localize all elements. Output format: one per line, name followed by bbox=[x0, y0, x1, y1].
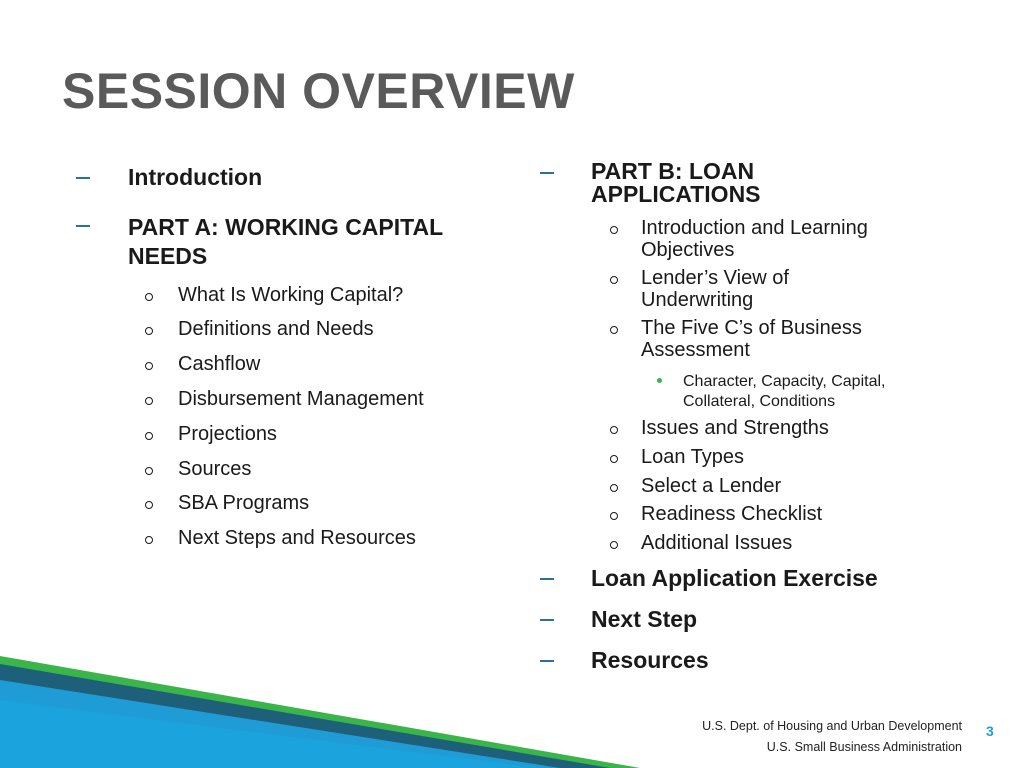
sub-item bbox=[610, 532, 792, 554]
circle-bullet-icon bbox=[145, 397, 153, 405]
bullet-label: PART A: WORKING CAPITAL NEEDS bbox=[128, 214, 443, 269]
sub-item-label: Projections bbox=[178, 423, 277, 445]
sub-item bbox=[145, 353, 260, 375]
sub-sub-item-label: Character, Capacity, Capital, Collateral, Conditions bbox=[683, 373, 886, 410]
circle-bullet-icon bbox=[610, 326, 618, 334]
sub-item-label: Sources bbox=[178, 458, 252, 480]
circle-bullet-icon bbox=[610, 226, 618, 234]
sub-item-label: Definitions and Needs bbox=[178, 318, 374, 340]
circle-bullet-icon bbox=[145, 362, 153, 370]
sub-item-label: Readiness Checklist bbox=[641, 503, 823, 525]
sub-item bbox=[610, 446, 744, 468]
sub-item bbox=[145, 458, 251, 480]
sub-item bbox=[610, 317, 911, 361]
bullet-label: PART B: LOAN APPLICATIONS bbox=[591, 158, 761, 207]
circle-bullet-icon bbox=[145, 432, 153, 440]
sub-item-label: Select a Lender bbox=[641, 475, 782, 497]
bullet-next-step bbox=[540, 607, 697, 632]
dash-bullet-icon bbox=[540, 619, 554, 621]
dot-bullet-icon bbox=[657, 378, 662, 383]
sub-item bbox=[145, 527, 416, 549]
slide-title: SESSION OVERVIEW bbox=[62, 63, 575, 119]
sub-item-label: The Five C’s of Business Assessment bbox=[641, 317, 862, 361]
dash-bullet-icon bbox=[540, 660, 554, 662]
sub-item bbox=[610, 417, 829, 439]
bullet-label: Next Step bbox=[591, 606, 698, 632]
circle-bullet-icon bbox=[145, 467, 153, 475]
bullet-label: Loan Application Exercise bbox=[591, 565, 878, 591]
footer-line-hud: U.S. Dept. of Housing and Urban Development bbox=[702, 719, 962, 733]
sub-item-label: Cashflow bbox=[178, 353, 261, 375]
dash-bullet-icon bbox=[76, 225, 90, 227]
circle-bullet-icon bbox=[145, 536, 153, 544]
dash-bullet-icon bbox=[540, 578, 554, 580]
sub-item-label: Disbursement Management bbox=[178, 388, 424, 410]
bullet-label: Resources bbox=[591, 647, 709, 673]
sub-item bbox=[145, 492, 309, 514]
circle-bullet-icon bbox=[610, 512, 618, 520]
circle-bullet-icon bbox=[610, 484, 618, 492]
sub-item-label: SBA Programs bbox=[178, 492, 310, 514]
sub-item-label: Additional Issues bbox=[641, 532, 793, 554]
sub-item bbox=[610, 503, 822, 525]
circle-bullet-icon bbox=[610, 426, 618, 434]
sub-item bbox=[610, 475, 781, 497]
circle-bullet-icon bbox=[610, 276, 618, 284]
sub-item-label: Loan Types bbox=[641, 446, 745, 468]
bullet-label: Introduction bbox=[128, 164, 263, 190]
circle-bullet-icon bbox=[145, 501, 153, 509]
sub-item-label: Issues and Strengths bbox=[641, 417, 829, 439]
bullet-loan-application-exercise bbox=[540, 566, 878, 591]
circle-bullet-icon bbox=[610, 455, 618, 463]
dash-bullet-icon bbox=[540, 172, 554, 174]
sub-item bbox=[145, 423, 277, 445]
sub-item bbox=[145, 284, 403, 306]
dash-bullet-icon bbox=[76, 177, 90, 179]
bullet-part-a bbox=[76, 213, 498, 271]
sub-item-label: Next Steps and Resources bbox=[178, 527, 416, 549]
sub-item-label: Lender’s View of Underwriting bbox=[641, 267, 789, 311]
sub-item bbox=[610, 217, 931, 261]
circle-bullet-icon bbox=[145, 327, 153, 335]
sub-sub-item bbox=[657, 372, 943, 412]
footer-agencies bbox=[702, 716, 962, 758]
sub-item bbox=[145, 388, 424, 410]
sub-item-label: What Is Working Capital? bbox=[178, 284, 404, 306]
bullet-resources bbox=[540, 648, 709, 673]
footer-line-sba: U.S. Small Business Administration bbox=[766, 740, 962, 754]
page-number: 3 bbox=[986, 723, 994, 739]
sub-item bbox=[610, 267, 841, 311]
circle-bullet-icon bbox=[145, 293, 153, 301]
circle-bullet-icon bbox=[610, 541, 618, 549]
bullet-part-b bbox=[540, 160, 821, 206]
sub-item-label: Introduction and Learning Objectives bbox=[641, 217, 868, 261]
sub-item bbox=[145, 318, 374, 340]
bullet-introduction bbox=[76, 165, 508, 190]
